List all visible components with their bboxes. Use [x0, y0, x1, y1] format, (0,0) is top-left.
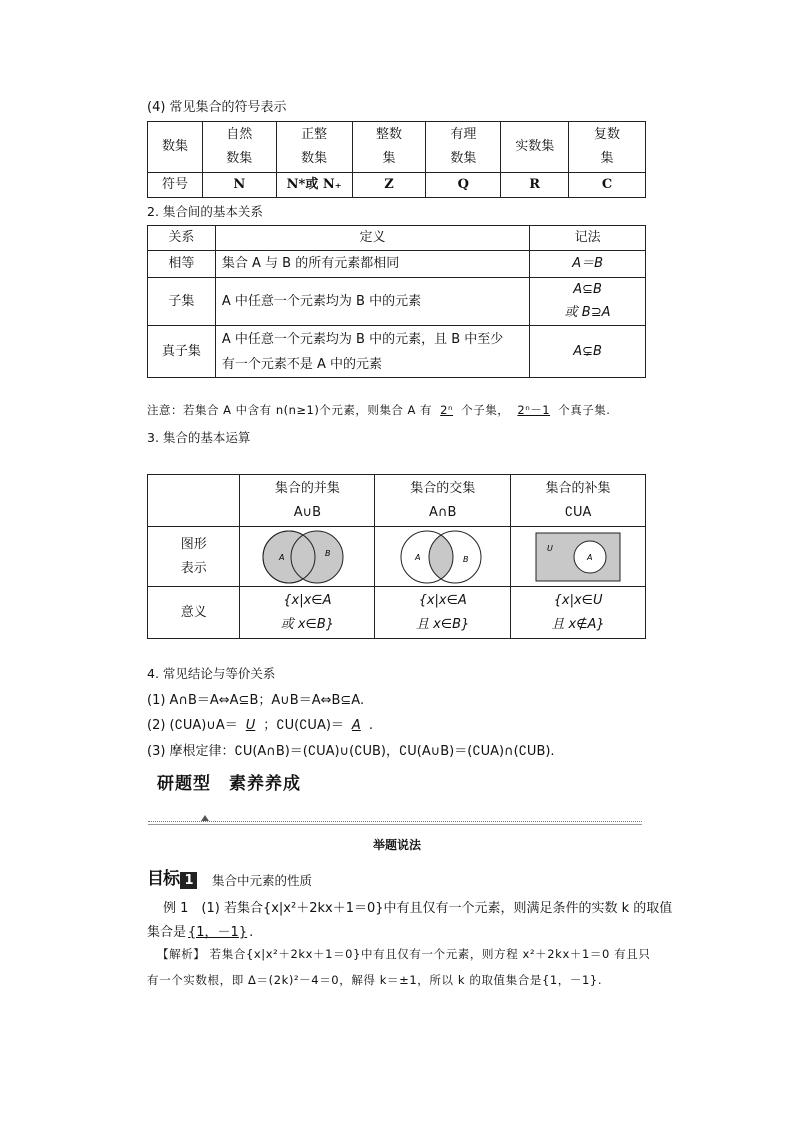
example-line-2: 集合是 {1，－1} .	[147, 925, 254, 940]
venn-label-b: B	[462, 554, 469, 564]
target-heading	[147, 864, 197, 889]
separator-line	[148, 824, 642, 825]
section-title-symbols: (4) 常见集合的符号表示	[147, 100, 287, 115]
target-number: 1	[180, 872, 197, 889]
note-mid: 个子集，	[461, 403, 510, 417]
note-line	[147, 402, 610, 418]
section-title-operations: 3. 集合的基本运算	[147, 430, 251, 445]
target-label: 目标	[147, 869, 179, 889]
venn-label-a: A	[414, 552, 421, 562]
conclusion-2: (2) (∁UA)∪A＝ U ；∁U(∁UA)＝ A .	[147, 718, 373, 733]
table1-cell: Z	[352, 173, 426, 198]
venn-label-b: B	[325, 548, 331, 558]
venn-complement-cell	[511, 527, 646, 587]
table2-header: 记法	[530, 226, 646, 251]
table3-header: 集合的交集 A∩B	[375, 475, 511, 527]
number-set-symbol-table	[147, 121, 646, 198]
separator-marker	[201, 815, 209, 821]
set-operation-table	[147, 474, 646, 639]
target-title: 集合中元素的性质	[212, 873, 313, 888]
table2-cell: A＝B	[530, 251, 646, 278]
example-line-1: 例 1 (1) 若集合{x|x²＋2kx＋1＝0}中有且仅有一个元素，则满足条件的实数 k 的取值	[163, 901, 673, 916]
table1-cell: 自然 数集	[202, 122, 276, 173]
table2-cell: A 中任意一个元素均为 B 中的元素	[215, 278, 529, 326]
table1-cell: 正整 数集	[276, 122, 352, 173]
conclusion-3: (3) 摩根定律：∁U(A∩B)＝(∁UA)∪(∁UB)，∁U(A∪B)＝(∁UA)∩(∁UB).	[147, 744, 555, 759]
table2-cell: A⊆B 或 B⊇A	[530, 278, 646, 326]
venn-complement-diagram	[522, 529, 634, 585]
venn-label-a: A	[587, 552, 593, 562]
venn-union-diagram	[251, 529, 363, 585]
table3-meaning: {x|x∈A 且 x∈B}	[375, 587, 511, 639]
table3-row-label: 意义	[148, 587, 240, 639]
table2-header: 定义	[215, 226, 529, 251]
table1-cell: 数集	[148, 122, 203, 173]
table1-cell: 符号	[148, 173, 203, 198]
table1-cell: C	[569, 173, 646, 198]
venn-intersection-diagram	[387, 529, 499, 585]
table1-cell: R	[501, 173, 569, 198]
table2-cell: A⊊B	[530, 326, 646, 378]
section-title-relations: 2. 集合间的基本关系	[147, 204, 263, 219]
section-title-conclusions: 4. 常见结论与等价关系	[147, 666, 276, 681]
conclusion-2-blank-1: U	[245, 718, 256, 733]
table1-cell: 复数 集	[569, 122, 646, 173]
table2-cell: 相等	[148, 251, 216, 278]
venn-union-cell	[240, 527, 375, 587]
table2-cell: A 中任意一个元素均为 B 中的元素，且 B 中至少 有一个元素不是 A 中的元素	[215, 326, 529, 378]
table3-meaning: {x|x∈U 且 x∉A}	[511, 587, 646, 639]
venn-label-a: A	[279, 552, 285, 562]
table3-row-label: 图形 表示	[148, 527, 240, 587]
venn-label-u: U	[547, 543, 553, 553]
conclusion-1: (1) A∩B＝A⇔A⊆B；A∪B＝A⇔B⊆A.	[147, 693, 365, 708]
table2-cell: 集合 A 与 B 的所有元素都相同	[215, 251, 529, 278]
note-suffix: 个真子集.	[558, 403, 611, 417]
table1-cell: 整数 集	[352, 122, 426, 173]
note-prefix: 注意：若集合 A 中含有 n(n≥1)个元素，则集合 A 有	[147, 403, 433, 417]
table3-corner	[148, 475, 240, 527]
center-title: 举题说法	[372, 838, 421, 852]
table1-cell: 有理 数集	[426, 122, 501, 173]
analysis-line-1: 【解析】 若集合{x|x²＋2kx＋1＝0}中有且仅有一个元素，则方程 x²＋2kx＋1＝0 有且只	[157, 947, 651, 961]
table3-header: 集合的并集 A∪B	[240, 475, 375, 527]
separator-line	[148, 821, 642, 822]
note-blank-proper-subsets: 2ⁿ－1	[517, 403, 551, 417]
example-answer-blank: {1，－1}	[188, 925, 248, 940]
table2-cell: 子集	[148, 278, 216, 326]
table2-cell: 真子集	[148, 326, 216, 378]
table1-cell: 实数集	[501, 122, 569, 173]
section-heading: 研题型 素养养成	[157, 774, 301, 794]
table3-header: 集合的补集 ∁UA	[511, 475, 646, 527]
table1-cell: Q	[426, 173, 501, 198]
table2-header: 关系	[148, 226, 216, 251]
table1-cell: N	[202, 173, 276, 198]
set-relation-table	[147, 225, 646, 378]
conclusion-2-blank-2: A	[351, 718, 361, 733]
note-blank-subsets: 2ⁿ	[440, 403, 454, 417]
analysis-line-2: 有一个实数根，即 Δ＝(2k)²－4＝0，解得 k＝±1，所以 k 的取值集合是{1，－1}.	[147, 973, 603, 987]
table3-meaning: {x|x∈A 或 x∈B}	[240, 587, 375, 639]
venn-intersection-cell	[375, 527, 511, 587]
table1-cell: N*或 N₊	[276, 173, 352, 198]
